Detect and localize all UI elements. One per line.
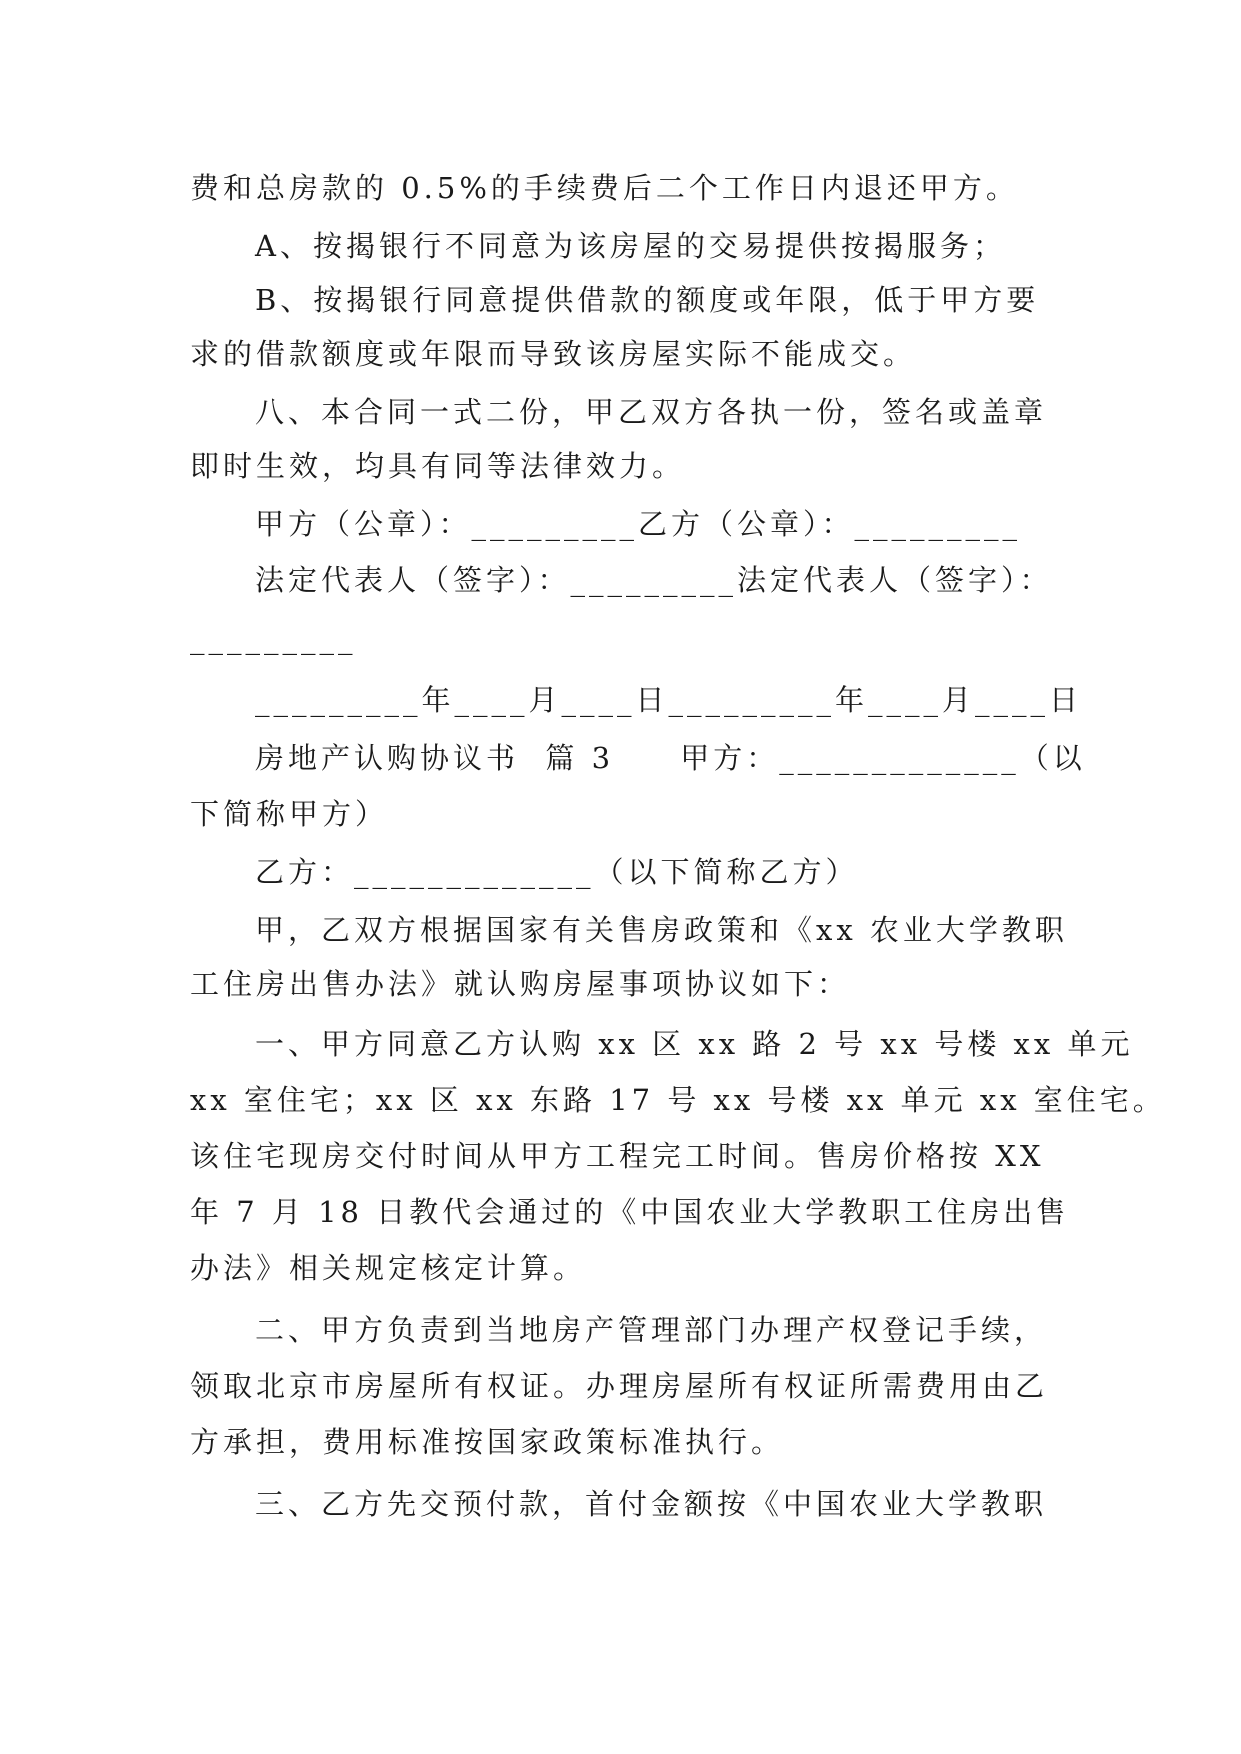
text-line: 三、乙方先交预付款，首付金额按《中国农业大学教职 xyxy=(255,1487,1048,1521)
text-line: 求的借款额度或年限而导致该房屋实际不能成交。 xyxy=(190,337,917,371)
text-line: 方承担，费用标准按国家政策标准执行。 xyxy=(190,1425,785,1459)
text-line: 该住宅现房交付时间从甲方工程完工时间。售房价格按 XX xyxy=(190,1139,1045,1173)
text-line: 办法》相关规定核定计算。 xyxy=(190,1251,587,1285)
signature-blank: _________ xyxy=(190,621,357,655)
text-line: 乙方：_____________（以下简称乙方） xyxy=(255,855,859,889)
text-line: 二、甲方负责到当地房产管理部门办理产权登记手续， xyxy=(255,1313,1048,1347)
signature-line: 甲方（公章）：_________乙方（公章）：_________ xyxy=(255,507,1022,541)
text-line: 即时生效，均具有同等法律效力。 xyxy=(190,449,686,483)
text-line: xx 室住宅；xx 区 xx 东路 17 号 xx 号楼 xx 单元 xx 室住宅。 xyxy=(190,1083,1166,1117)
text-line: 领取北京市房屋所有权证。办理房屋所有权证所需费用由乙 xyxy=(190,1369,1049,1403)
text-line: A、按揭银行不同意为该房屋的交易提供按揭服务； xyxy=(255,229,1006,263)
signature-line: 法定代表人（签字）：_________法定代表人（签字）： xyxy=(255,563,1053,597)
text-line: 下简称甲方） xyxy=(190,797,389,831)
text-line: 一、甲方同意乙方认购 xx 区 xx 路 2 号 xx 号楼 xx 单元 xyxy=(255,1027,1134,1061)
text-line: 工住房出售办法》就认购房屋事项协议如下： xyxy=(190,967,851,1001)
text-line: 年 7 月 18 日教代会通过的《中国农业大学教职工住房出售 xyxy=(190,1195,1070,1229)
text-line: 甲，乙双方根据国家有关售房政策和《xx 农业大学教职 xyxy=(255,913,1068,947)
date-line: _________年____月____日_________年____月____日 xyxy=(255,683,1083,717)
section-heading: 房地产认购协议书 篇 3 甲方：_____________（以 xyxy=(255,741,1086,775)
text-line: B、按揭银行同意提供借款的额度或年限，低于甲方要 xyxy=(255,283,1040,317)
text-line: 费和总房款的 0.5%的手续费后二个工作日内退还甲方。 xyxy=(190,171,1019,205)
text-line: 八、本合同一式二份，甲乙双方各执一份，签名或盖章 xyxy=(255,395,1048,429)
